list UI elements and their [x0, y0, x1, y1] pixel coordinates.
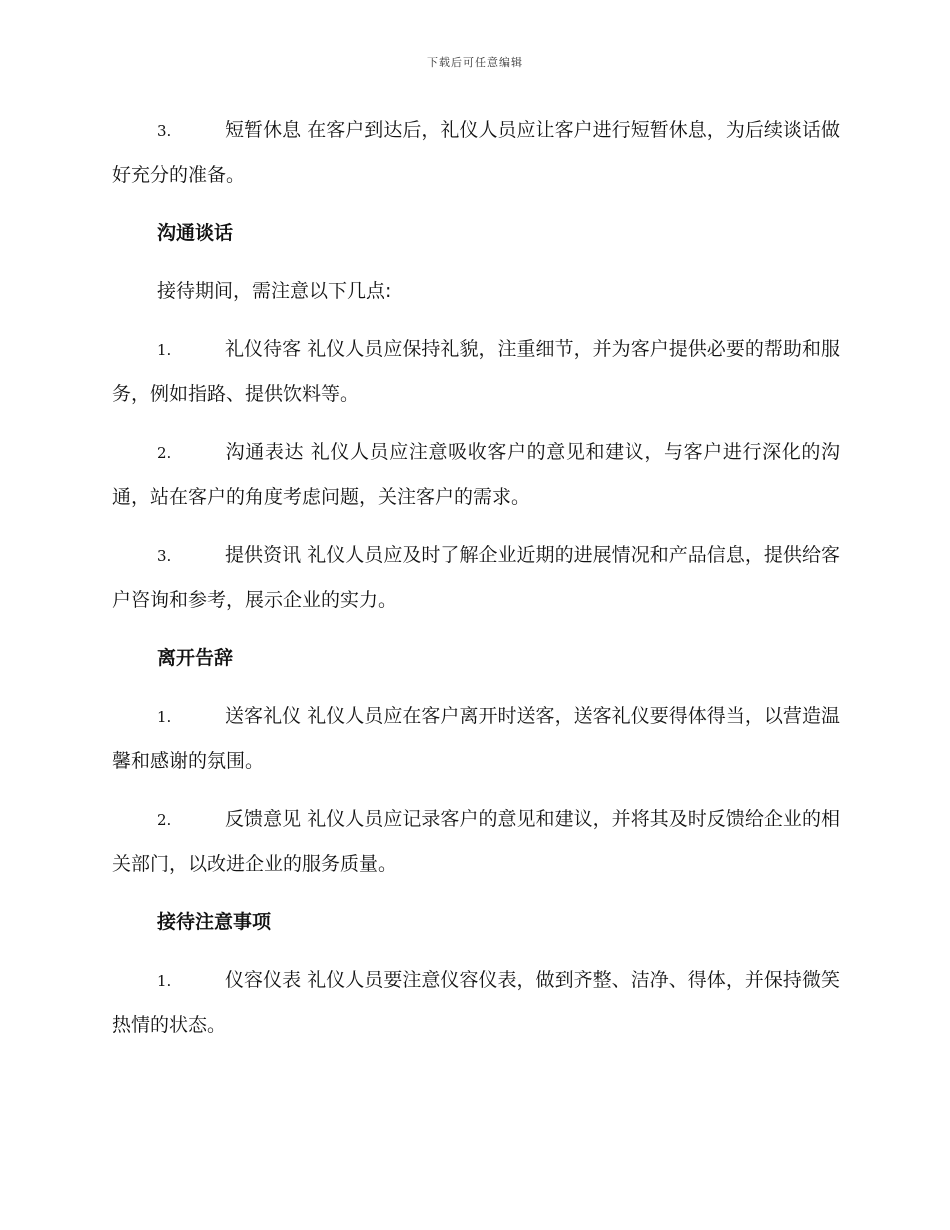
item-number: 3. [157, 122, 172, 140]
item-body: 礼仪人员应注意吸收客户的意见和建议，与客户进行深化的沟通，站在客户的角度考虑问题，关注客户的需求。 [112, 441, 840, 508]
item-number: 2. [157, 444, 172, 462]
item-body: 礼仪人员应保持礼貌，注重细节，并为客户提供必要的帮助和服务，例如指路、提供饮料等。 [112, 338, 840, 405]
item-title: 送客礼仪 [225, 705, 302, 727]
item-body: 礼仪人员应在客户离开时送客，送客礼仪要得体得当，以营造温馨和感谢的氛围。 [112, 705, 840, 772]
item-title: 提供资讯 [225, 544, 302, 566]
item-title: 礼仪待客 [225, 338, 302, 360]
item-body: 在客户到达后，礼仪人员应让客户进行短暂休息，为后续谈话做好充分的准备。 [112, 119, 840, 186]
item-number: 1. [157, 708, 172, 726]
item-body: 礼仪人员应及时了解企业近期的进展情况和产品信息，提供给客户咨询和参考，展示企业的实力。 [112, 544, 840, 611]
section-heading: 沟通谈话 [157, 222, 234, 244]
document-body [112, 108, 840, 1061]
list-item [112, 797, 840, 886]
item-body: 礼仪人员应记录客户的意见和建议，并将其及时反馈给企业的相关部门，以改进企业的服务质量。 [112, 808, 840, 875]
page-header: 下载后可任意编辑 [427, 56, 523, 69]
list-item [112, 327, 840, 416]
list-item [112, 533, 840, 622]
list-item [112, 108, 840, 197]
list-item [112, 958, 840, 1047]
section-heading: 离开告辞 [157, 647, 234, 669]
item-title: 反馈意见 [225, 808, 302, 830]
item-title: 沟通表达 [225, 441, 305, 463]
item-number: 3. [157, 547, 172, 565]
item-title: 仪容仪表 [225, 969, 302, 991]
section-heading: 接待注意事项 [157, 911, 272, 933]
item-title: 短暂休息 [225, 119, 302, 141]
item-body: 礼仪人员要注意仪容仪表，做到齐整、洁净、得体，并保持微笑热情的状态。 [112, 969, 840, 1036]
item-number: 2. [157, 811, 172, 829]
item-number: 1. [157, 972, 172, 990]
list-item [112, 694, 840, 783]
item-number: 1. [157, 341, 172, 359]
intro-text: 接待期间，需注意以下几点: [157, 280, 392, 302]
list-item [112, 430, 840, 519]
